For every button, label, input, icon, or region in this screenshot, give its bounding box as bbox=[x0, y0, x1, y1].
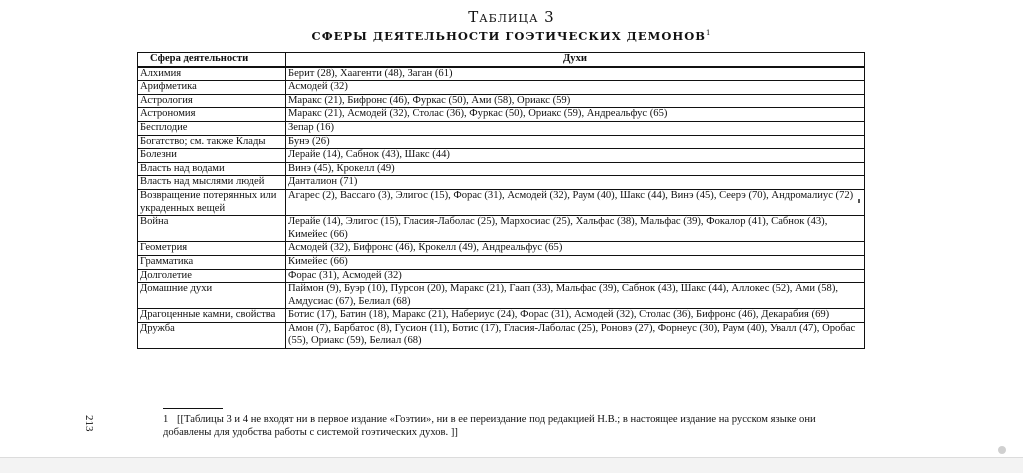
table-body bbox=[138, 67, 865, 349]
spirits-cell: Винэ (45), Крокелл (49) bbox=[286, 162, 865, 176]
table-row bbox=[138, 81, 865, 95]
table-title: Таблица 3 bbox=[468, 8, 555, 26]
spirits-cell: Маракс (21), Бифронс (46), Фуркас (50), Ами (58), Ориакс (59) bbox=[286, 94, 865, 108]
sphere-cell: Бесплодие bbox=[138, 121, 286, 135]
table-row bbox=[138, 216, 865, 242]
table-row bbox=[138, 283, 865, 309]
sphere-cell: Возвращение потерянных или украденных вещей bbox=[138, 189, 286, 215]
footnote-divider bbox=[163, 408, 223, 409]
footnote-marker: 1 bbox=[705, 29, 712, 38]
table-row bbox=[138, 108, 865, 122]
footnote-number: 1 bbox=[163, 414, 169, 425]
table-row bbox=[138, 269, 865, 283]
subtitle-text: СФЕРЫ ДЕЯТЕЛЬНОСТИ ГОЭТИЧЕСКИХ ДЕМОНОВ bbox=[311, 29, 706, 43]
column-header-sphere: Сфера деятельности bbox=[138, 53, 286, 67]
footnote bbox=[163, 413, 863, 439]
table-row bbox=[138, 121, 865, 135]
table-row bbox=[138, 255, 865, 269]
table-row bbox=[138, 67, 865, 81]
scan-mark bbox=[858, 199, 860, 203]
sphere-cell: Астрология bbox=[138, 94, 286, 108]
spirits-table bbox=[137, 52, 865, 349]
spirits-cell: Асмодей (32), Бифронс (46), Крокелл (49), Андреальфус (65) bbox=[286, 242, 865, 256]
spirits-cell: Амон (7), Барбатос (8), Гусион (11), Ботис (17), Гласия-Лаболас (25), Роновэ (27), Форнеус (30), Раум (40), Увалл (47), Оробас (55), Ориакс (59), Белиал (68) bbox=[286, 322, 865, 348]
table-row bbox=[138, 322, 865, 348]
table-header-row bbox=[138, 53, 865, 67]
sphere-cell: Дружба bbox=[138, 322, 286, 348]
table-row bbox=[138, 189, 865, 215]
sphere-cell: Болезни bbox=[138, 149, 286, 163]
spirits-cell: Агарес (2), Вассаго (3), Элигос (15), Форас (31), Асмодей (32), Раум (40), Шакс (44), Винэ (45), Сеерэ (70), Андромалиус (72) bbox=[286, 189, 865, 215]
table-row bbox=[138, 242, 865, 256]
spirits-cell: Маракс (21), Асмодей (32), Столас (36), Фуркас (50), Ориакс (59), Андреальфус (65) bbox=[286, 108, 865, 122]
page-number: 213 bbox=[83, 415, 95, 432]
spirits-cell: Кимейес (66) bbox=[286, 255, 865, 269]
sphere-cell: Власть над мыслями людей bbox=[138, 176, 286, 190]
table-subtitle bbox=[0, 29, 1023, 43]
table-row bbox=[138, 176, 865, 190]
viewer-bottom-bar bbox=[0, 457, 1023, 473]
sphere-cell: Домашние духи bbox=[138, 283, 286, 309]
sphere-cell: Астрономия bbox=[138, 108, 286, 122]
spirits-cell: Форас (31), Асмодей (32) bbox=[286, 269, 865, 283]
table-row bbox=[138, 162, 865, 176]
spirits-cell: Данталион (71) bbox=[286, 176, 865, 190]
sphere-cell: Власть над водами bbox=[138, 162, 286, 176]
spirits-cell: Лерайе (14), Сабнок (43), Шакс (44) bbox=[286, 149, 865, 163]
spirits-cell: Берит (28), Хаагенти (48), Заган (61) bbox=[286, 67, 865, 81]
footnote-text: [[Таблицы 3 и 4 не входят ни в первое издание «Гоэтии», ни в ее переиздание под редакцией Н.В.; в настоящее издание на русском языке они добавлены для удобства работы с системой гоэтических духов. ]] bbox=[163, 414, 816, 438]
sphere-cell: Драгоценные камни, свойства bbox=[138, 309, 286, 323]
sphere-cell: Геометрия bbox=[138, 242, 286, 256]
sphere-cell: Арифметика bbox=[138, 81, 286, 95]
table-row bbox=[138, 149, 865, 163]
sphere-cell: Грамматика bbox=[138, 255, 286, 269]
spirits-cell: Лерайе (14), Элигос (15), Гласия-Лаболас (25), Мархосиас (25), Хальфас (38), Мальфас (39), Фокалор (41), Сабнок (43), Кимейес (66) bbox=[286, 216, 865, 242]
spirits-cell: Зепар (16) bbox=[286, 121, 865, 135]
scroll-indicator[interactable] bbox=[998, 446, 1006, 454]
table-row bbox=[138, 309, 865, 323]
spirits-cell: Паймон (9), Буэр (10), Пурсон (20), Маракс (21), Гаап (33), Мальфас (39), Сабнок (43), Шакс (44), Аллокес (52), Ами (58), Амдусиас (67), Белиал (68) bbox=[286, 283, 865, 309]
column-header-spirits: Духи bbox=[286, 53, 865, 67]
spirits-cell: Асмодей (32) bbox=[286, 81, 865, 95]
sphere-cell: Война bbox=[138, 216, 286, 242]
sphere-cell: Долголетие bbox=[138, 269, 286, 283]
sphere-cell: Богатство; см. также Клады bbox=[138, 135, 286, 149]
spirits-cell: Бунэ (26) bbox=[286, 135, 865, 149]
table-row bbox=[138, 94, 865, 108]
sphere-cell: Алхимия bbox=[138, 67, 286, 81]
spirits-cell: Ботис (17), Батин (18), Маракс (21), Набериус (24), Форас (31), Асмодей (32), Столас (36), Бифронс (46), Декарабия (69) bbox=[286, 309, 865, 323]
table-row bbox=[138, 135, 865, 149]
